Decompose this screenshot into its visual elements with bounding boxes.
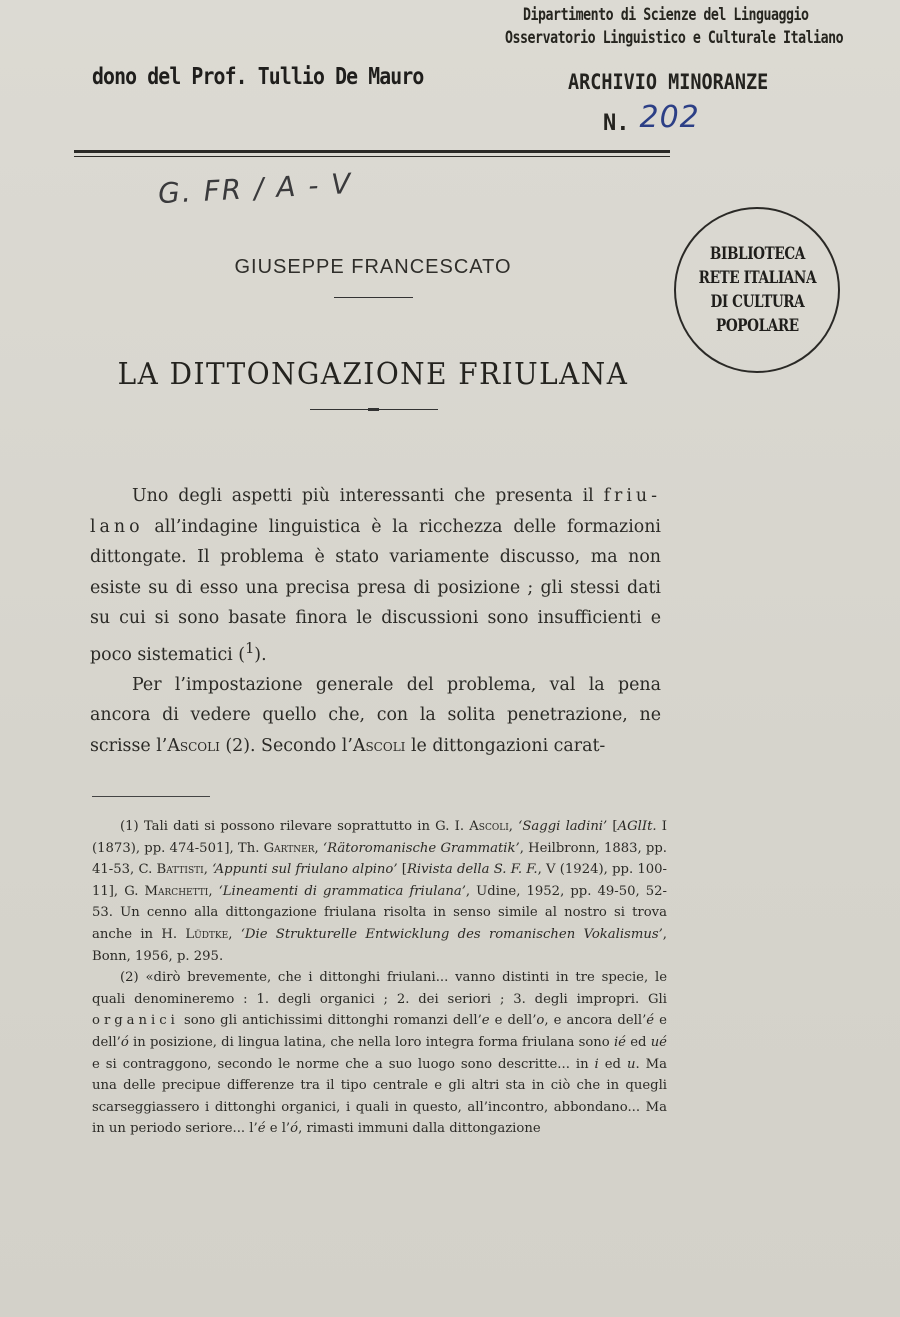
footnote-ref-1: 1 [245, 640, 255, 657]
archive-number-label: N. [603, 111, 630, 136]
archive-observatory: Osservatorio Linguistico e Culturale Italiano [505, 28, 844, 48]
handwritten-shelfmark: G. FR / A - V [157, 166, 354, 211]
footnote-2: (2) «dirò brevemente, che i dittonghi friulani... vanno distinti in tre specie, le quali denomineremo : 1. degli organici ; 2. dei seriori ; 3. degli impropri. Gli organici sono gli antichissimi dittonghi romanzi dell’e e dell’o, e ancora dell’é e dell’ó in posizione, di lingua latina, che nella loro integra forma friulana sono ié ed ué e si contraggono, secondo le norme che a suo luogo sono descritte... in i ed u. Ma una delle precipue differenze tra il tipo centrale e gli altri sta in ciò che in quegli scarseggiassero i dittonghi organici, i quali in questo, all’incontro, abbondano... Ma in un periodo seriore... l’é e l’ó, rimasti immuni dalla dittongazione [92, 970, 667, 1137]
archive-number [603, 100, 700, 138]
round-stamp-line: RETE ITALIANA [698, 268, 816, 288]
author-divider [334, 297, 413, 298]
archive-stamp [505, 4, 844, 50]
archive-title: ARCHIVIO MINORANZE [568, 70, 769, 94]
article-body [90, 481, 661, 761]
round-stamp-line: DI CULTURA [710, 292, 804, 312]
footnote-1: (1) Tali dati si possono rilevare soprattutto in G. I. Ascoli, ‘Saggi ladini’ [AGlIt. I (1873), pp. 474-501], Th. Gartner, ‘Rätoromanische Grammatik’, Heilbronn, 1883, pp. 41-53, C. Battisti, ‘Appunti sul friulano alpino’ [Rivista della S. F. F., V (1924), pp. 100-11], G. Marchetti, ‘Lineamenti di grammatica friulana’, Udine, 1952, pp. 49-50, 52-53. Un cenno alla dittongazione friulana risolta in senso simile al nostro si trova anche in H. Lüdtke, ‘Die Strukturelle Entwicklung des romanischen Vokalismus’, Bonn, 1956, p. 295. [92, 819, 668, 964]
body-paragraph-2: Per l’impostazione generale del problema, val la pena ancora di vedere quello che, con la solita penetrazione, ne scrisse l’Ascoli (2). Secondo l’Ascoli le dittongazioni carat- [90, 674, 661, 756]
article-author: GIUSEPPE FRANCESCATO [234, 256, 512, 278]
library-round-stamp [674, 207, 840, 373]
donor-stamp: dono del Prof. Tullio De Mauro [92, 64, 424, 90]
title-divider [310, 409, 438, 410]
archive-number-handwritten: 202 [639, 100, 700, 135]
article-title: LA DITTONGAZIONE FRIULANA [117, 357, 629, 392]
footnote-rule [92, 796, 210, 797]
round-stamp-line: BIBLIOTECA [709, 244, 805, 264]
round-stamp-line: POPOLARE [715, 316, 799, 336]
footnotes [92, 816, 667, 1140]
archive-department: Dipartimento di Scienze del Linguaggio [523, 5, 809, 25]
footnote-ref-2: (2) [219, 735, 250, 756]
header-double-rule [74, 150, 670, 159]
body-paragraph-1: Uno degli aspetti più interessanti che presenta il friu- lano all’indagine linguistica è la ricchezza delle formazioni dittongate. Il problema è stato variamente discusso, ma non esiste su di esso una precisa presa di posizione ; gli stessi dati su cui si sono basate finora le discussioni sono insufficienti e poco sistematici ($^1$). [90, 486, 661, 665]
